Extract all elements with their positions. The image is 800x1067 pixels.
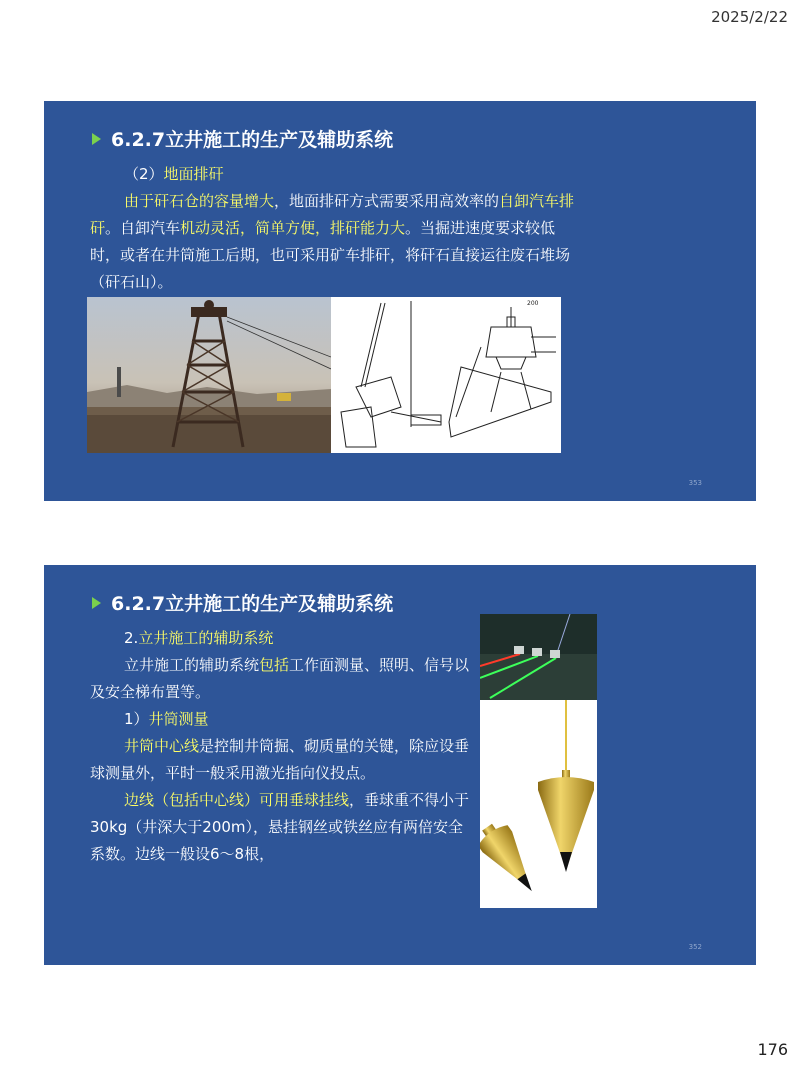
para-text: ，地面排矸方式需要采用高效率的 xyxy=(274,192,500,210)
para-highlight: 机动灵活，简单方便，排矸能力大 xyxy=(180,219,406,237)
para-text: 是控制井筒掘、砌质量的关键，除应设垂球测量外，平时一般采用激光指向仪投点。 xyxy=(90,737,470,782)
para-text: 立井施工的辅助系统 xyxy=(124,656,260,674)
para-highlight: 井筒中心线 xyxy=(124,737,200,755)
paragraph xyxy=(90,188,580,296)
mucking-diagram xyxy=(331,297,561,453)
para-text: 工作面测量、照明、信号以及安全梯布置等。 xyxy=(90,656,470,701)
paragraph xyxy=(90,787,470,868)
slide-body xyxy=(90,161,580,296)
subheading-prefix: 2. xyxy=(124,629,139,647)
para-text: 。当掘进速度要求较低时，或者在井筒施工后期，也可采用矿车排矸，将矸石直接运往废石堆场（矸石山）。 xyxy=(90,219,571,291)
plumb-bob-photo xyxy=(480,700,597,908)
slide-title-text: 6.2.7立井施工的生产及辅助系统 xyxy=(111,129,394,151)
diagram-label: 200 xyxy=(527,300,539,307)
subheading xyxy=(90,625,470,652)
slide-title xyxy=(92,125,393,152)
subheading xyxy=(90,161,580,188)
paragraph xyxy=(90,733,470,787)
para-text: 。自卸汽车 xyxy=(105,219,181,237)
slide-352 xyxy=(44,565,756,965)
slide-353 xyxy=(44,101,756,501)
bullet-arrow-icon xyxy=(92,133,101,145)
headframe-photo xyxy=(87,297,331,453)
slide-number: 352 xyxy=(688,943,702,951)
print-date: 2025/2/22 xyxy=(711,8,788,26)
subheading-prefix: （2） xyxy=(124,165,164,183)
para-highlight: 自卸汽车排矸 xyxy=(90,192,575,237)
slide-title xyxy=(92,589,393,616)
slide-body xyxy=(90,625,470,868)
para-highlight: 由于矸石仓的容量增大 xyxy=(124,192,275,210)
bullet-arrow-icon xyxy=(92,597,101,609)
subheading-text: 立井施工的辅助系统 xyxy=(138,629,274,647)
page-number: 176 xyxy=(757,1040,788,1059)
slide-number: 353 xyxy=(688,479,702,487)
paragraph xyxy=(90,652,470,706)
para-highlight: 包括 xyxy=(259,656,290,674)
slide-title-text: 6.2.7立井施工的生产及辅助系统 xyxy=(111,593,394,615)
subheading-text: 井筒测量 xyxy=(148,710,209,728)
para-text: ，垂球重不得小于30kg（井深大于200m），悬挂钢丝或铁丝应有两倍安全系数。边线一般设6～8根， xyxy=(90,791,470,863)
subheading-text: 地面排矸 xyxy=(163,165,224,183)
laser-pointer-photo xyxy=(480,614,597,700)
subheading-prefix: 1） xyxy=(124,710,149,728)
para-highlight: 边线（包括中心线）可用垂球挂线 xyxy=(124,791,350,809)
subheading xyxy=(90,706,470,733)
